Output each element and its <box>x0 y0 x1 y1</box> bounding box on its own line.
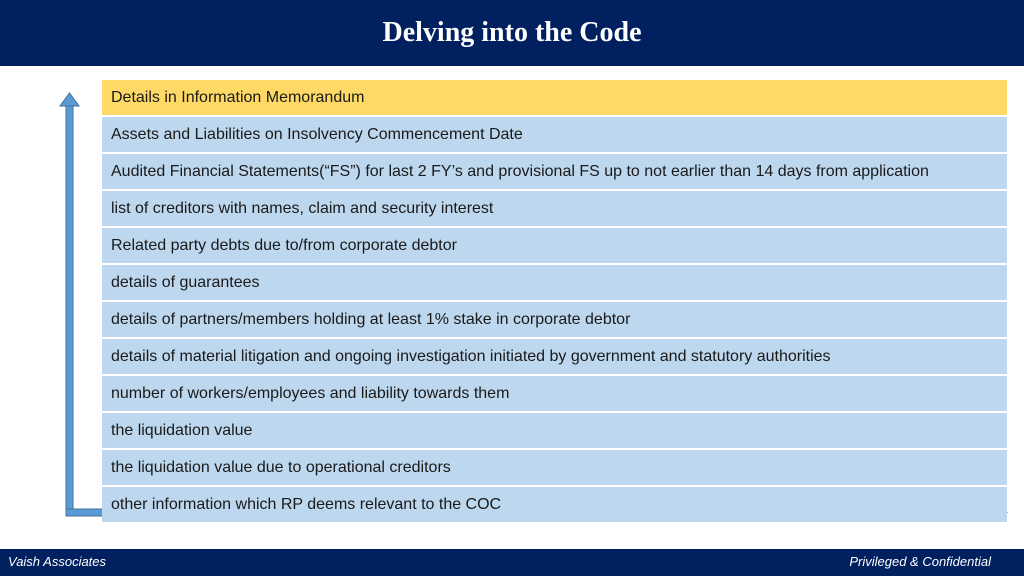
list-item: the liquidation value <box>102 413 1007 450</box>
footer-company: Vaish Associates <box>8 554 107 569</box>
list-item: the liquidation value due to operational creditors <box>102 450 1007 487</box>
vertical-arrow-shaft <box>66 104 73 516</box>
footer-confidentiality: Privileged & Confidential <box>849 554 991 569</box>
vertical-arrowhead-icon <box>60 93 79 106</box>
list-header: Details in Information Memorandum <box>102 80 1007 117</box>
list-item: other information which RP deems relevant to the COC <box>102 487 1007 524</box>
page-title: Delving into the Code <box>382 17 642 48</box>
list-item: details of material litigation and ongoing investigation initiated by government and statutory authorities <box>102 339 1007 376</box>
list-item: Audited Financial Statements(“FS”) for last 2 FY’s and provisional FS up to not earlier than 14 days from application <box>102 154 1007 191</box>
list-item: details of guarantees <box>102 265 1007 302</box>
list-item: number of workers/employees and liability towards them <box>102 376 1007 413</box>
list-item: details of partners/members holding at least 1% stake in corporate debtor <box>102 302 1007 339</box>
list-item: Assets and Liabilities on Insolvency Commencement Date <box>102 117 1007 154</box>
footer-bar <box>0 549 1024 576</box>
information-memorandum-list <box>102 80 1007 524</box>
list-item: list of creditors with names, claim and security interest <box>102 191 1007 228</box>
list-item: Related party debts due to/from corporate debtor <box>102 228 1007 265</box>
